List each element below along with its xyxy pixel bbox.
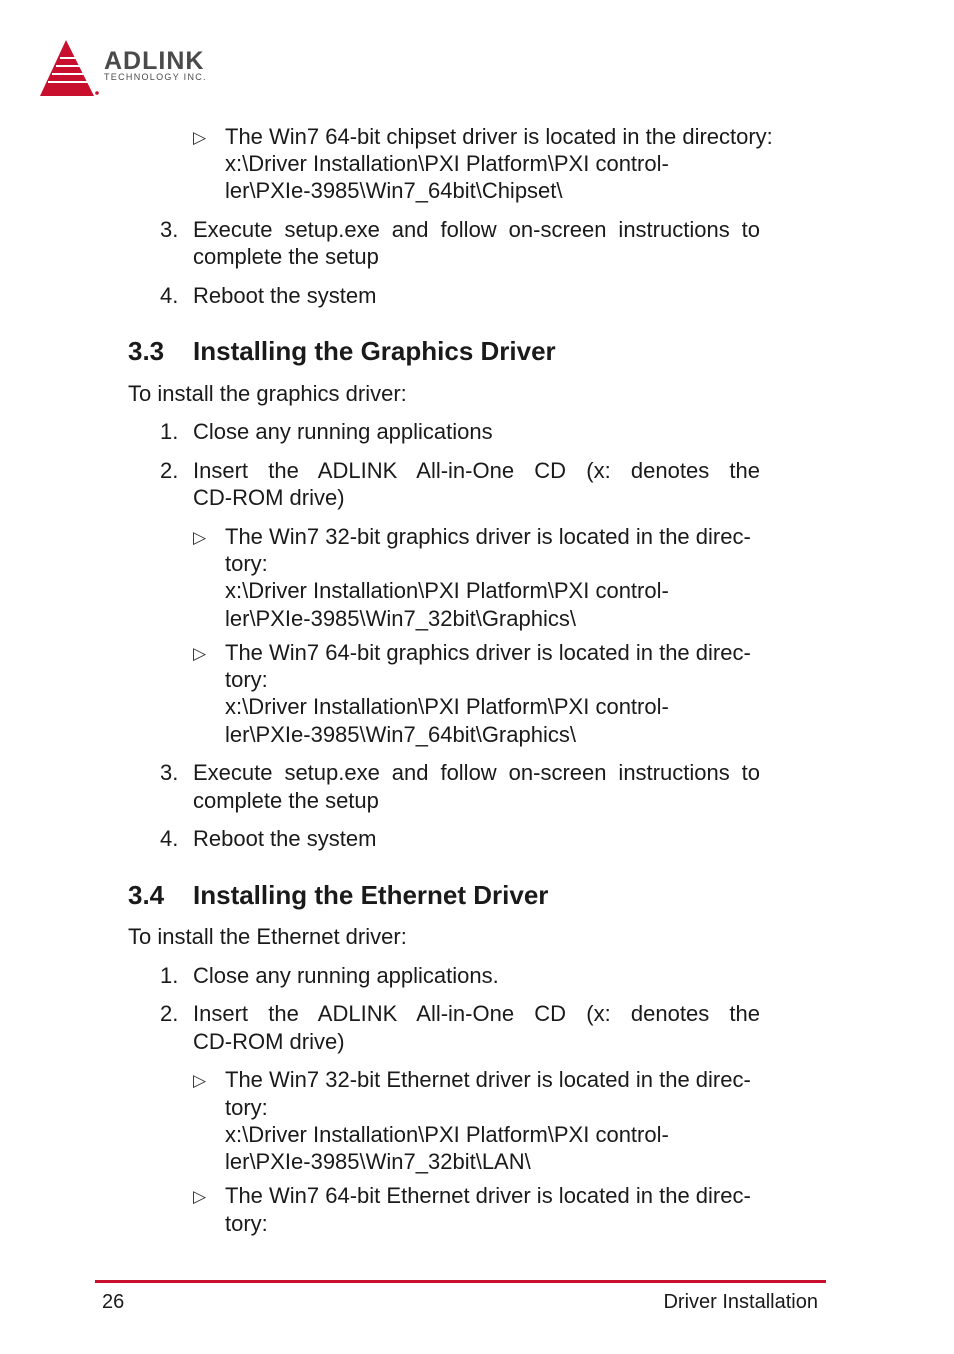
step1-text: Close any running applications. [193,963,499,988]
step1-text: Close any running applications [193,419,493,444]
step-number: 3. [160,217,179,242]
bullet-graphics-32-line1: The Win7 32-bit graphics driver is located in the direc- [225,524,751,549]
step-number: 2. [160,458,179,483]
adlink-logo [38,38,238,100]
logo-wordmark: ADLINK [104,47,205,75]
bullet-graphics-32-line4: ler\PXIe-3985\Win7_32bit\Graphics\ [225,606,576,631]
section-number: 3.3 [128,336,165,366]
bullet-chipset-64-line3: ler\PXIe-3985\Win7_64bit\Chipset\ [225,178,563,203]
bullet-chipset-64-line1: The Win7 64-bit chipset driver is located in the directory: [225,124,773,149]
bullet-triangle-icon: ▷ [193,644,207,663]
step2-line1: Insert the ADLINK All-in-One CD (x: denotes the [193,1001,760,1026]
bullet-triangle-icon: ▷ [193,128,207,147]
footer-section-title: Driver Installation [663,1291,818,1313]
bullet-graphics-64-line2: tory: [225,667,268,692]
step-number: 4. [160,283,179,308]
step-number: 2. [160,1001,179,1026]
section-title: Installing the Ethernet Driver [193,880,549,910]
step3-line1: Execute setup.exe and follow on-screen instructions to [193,217,760,242]
step2-line2: CD-ROM drive) [193,1029,345,1054]
bullet-ethernet-32-line2: tory: [225,1095,268,1120]
step3-line1: Execute setup.exe and follow on-screen instructions to [193,760,760,785]
step3-line2: complete the setup [193,788,379,813]
step4-text: Reboot the system [193,283,377,308]
logo-subtitle: TECHNOLOGY INC. [104,72,207,82]
step3-line2: complete the setup [193,244,379,269]
bullet-ethernet-32-line3: x:\Driver Installation\PXI Platform\PXI control- [225,1122,669,1147]
section-intro: To install the Ethernet driver: [128,924,407,949]
bullet-graphics-64-line3: x:\Driver Installation\PXI Platform\PXI control- [225,694,669,719]
bullet-graphics-64-line4: ler\PXIe-3985\Win7_64bit\Graphics\ [225,722,576,747]
step-number: 1. [160,419,179,444]
footer-rule [95,1280,826,1283]
bullet-ethernet-32-line1: The Win7 32-bit Ethernet driver is located in the direc- [225,1067,751,1092]
logo-triangle-icon [38,38,102,100]
step-number: 4. [160,826,179,851]
step2-line1: Insert the ADLINK All-in-One CD (x: denotes the [193,458,760,483]
bullet-ethernet-64-line2: tory: [225,1211,268,1236]
step4-text: Reboot the system [193,826,377,851]
bullet-chipset-64-line2: x:\Driver Installation\PXI Platform\PXI control- [225,151,669,176]
bullet-graphics-32-line3: x:\Driver Installation\PXI Platform\PXI control- [225,578,669,603]
bullet-triangle-icon: ▷ [193,528,207,547]
bullet-graphics-32-line2: tory: [225,551,268,576]
bullet-triangle-icon: ▷ [193,1187,207,1206]
bullet-triangle-icon: ▷ [193,1071,207,1090]
step-number: 3. [160,760,179,785]
section-title: Installing the Graphics Driver [193,336,556,366]
page-number: 26 [102,1291,125,1313]
bullet-graphics-64-line1: The Win7 64-bit graphics driver is located in the direc- [225,640,751,665]
bullet-ethernet-32-line4: ler\PXIe-3985\Win7_32bit\LAN\ [225,1149,531,1174]
section-number: 3.4 [128,880,165,910]
section-intro: To install the graphics driver: [128,381,407,406]
step2-line2: CD-ROM drive) [193,485,345,510]
bullet-ethernet-64-line1: The Win7 64-bit Ethernet driver is located in the direc- [225,1183,751,1208]
step-number: 1. [160,963,179,988]
